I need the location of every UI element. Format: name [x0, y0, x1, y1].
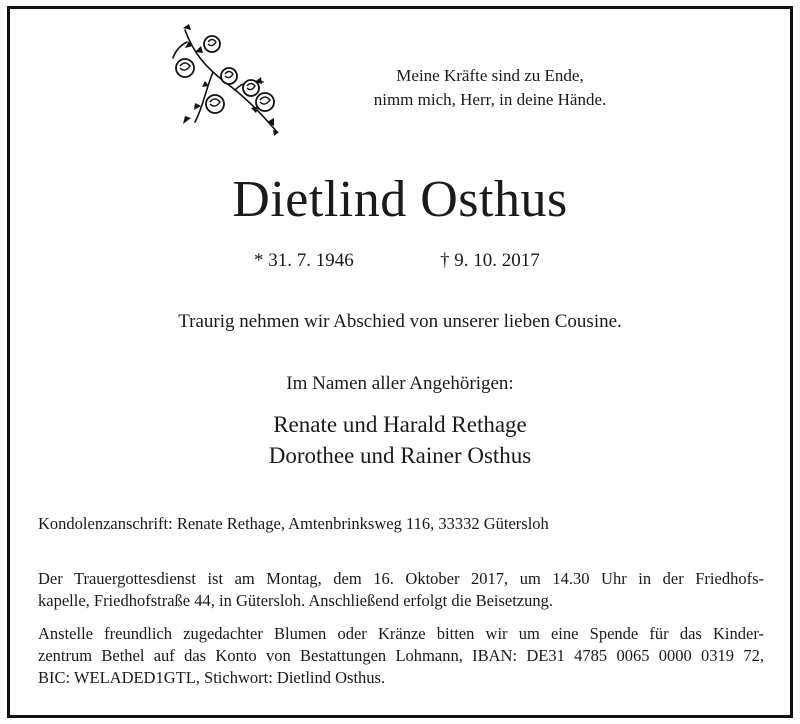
funeral-service-info — [38, 568, 764, 612]
rose-branch-icon — [165, 22, 290, 137]
donation-request — [38, 623, 764, 689]
donation-line-3: BIC: WELADED1GTL, Stichwort: Dietlind Osthus. — [38, 668, 386, 687]
mourner-name: Renate und Harald Rethage — [273, 412, 527, 437]
donation-line-1: Anstelle freundlich zugedachter Blumen oder Kränze bitten wir um eine Spende für das Kinder- — [38, 624, 764, 643]
bible-quote — [340, 64, 640, 112]
quote-line-2: nimm mich, Herr, in deine Hände. — [373, 90, 607, 109]
condolence-address — [38, 513, 764, 535]
deceased-name: Dietlind Osthus — [232, 171, 568, 228]
service-line-1: Der Trauergottesdienst ist am Montag, dem 16. Oktober 2017, um 14.30 Uhr in der Friedhofs- — [38, 569, 764, 588]
birth-date: * 31. 7. 1946 — [254, 250, 354, 271]
mourner-name: Dorothee und Rainer Osthus — [268, 443, 532, 468]
donation-line-2: zentrum Bethel auf das Konto von Bestattungen Lohmann, IBAN: DE31 4785 0065 0000 0319 72, — [38, 646, 764, 665]
farewell-message: Traurig nehmen wir Abschied von unserer lieben Cousine. — [178, 311, 622, 332]
condolence-address-text: Kondolenzanschrift: Renate Rethage, Amtenbrinksweg 116, 33332 Gütersloh — [38, 514, 549, 533]
death-date: † 9. 10. 2017 — [440, 250, 540, 271]
service-line-2: kapelle, Friedhofstraße 44, in Gütersloh. Anschließend erfolgt die Beisetzung. — [38, 591, 554, 610]
on-behalf-heading: Im Namen aller Angehörigen: — [286, 373, 514, 394]
quote-line-1: Meine Kräfte sind zu Ende, — [396, 66, 584, 85]
mourner-list — [0, 409, 800, 471]
